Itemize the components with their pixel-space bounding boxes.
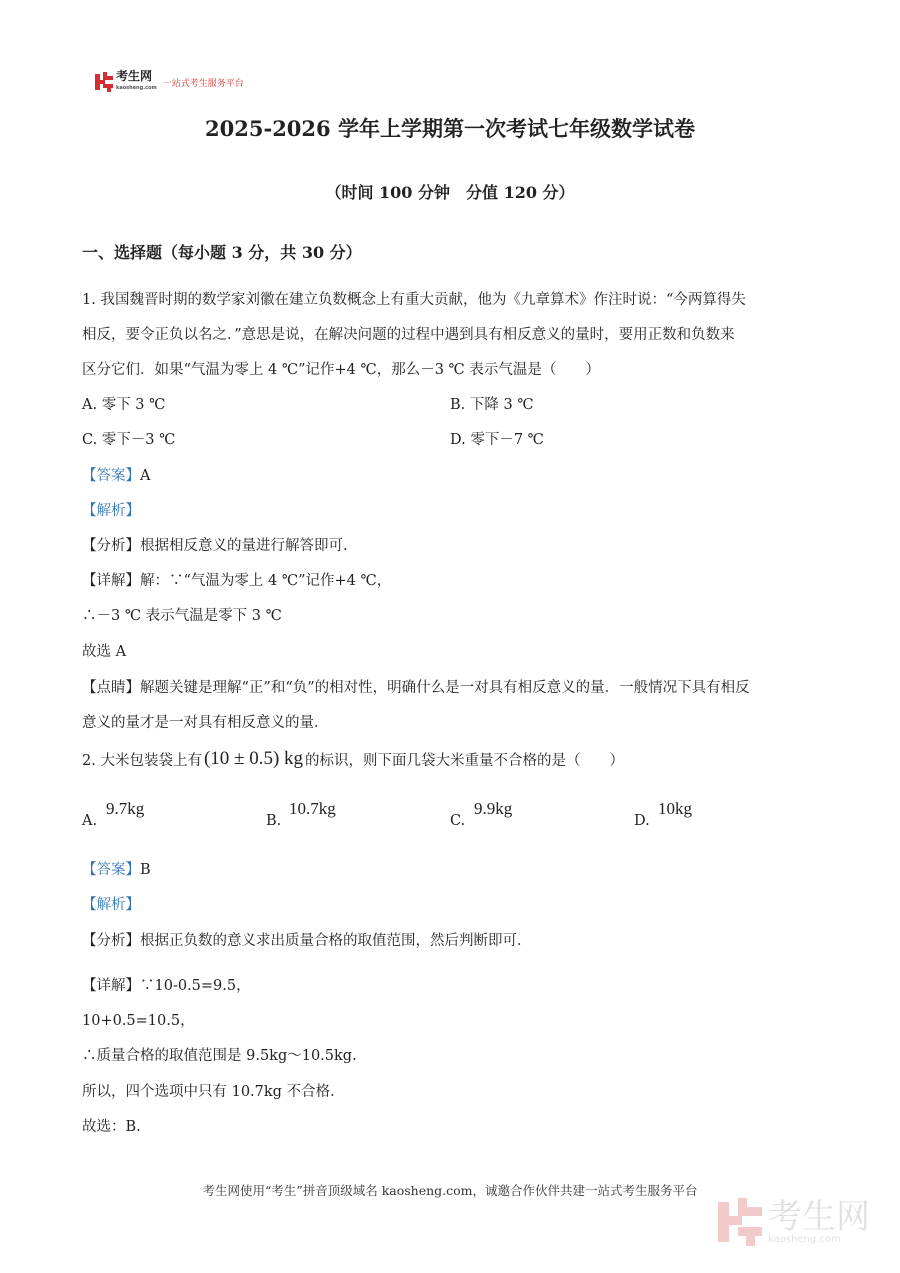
section-heading: 一、选择题（每小题 3 分，共 30 分）	[82, 243, 362, 262]
q2-option-b-label: B.	[266, 813, 282, 829]
q2-xiangjie: 【详解】∵10-0.5=9.5，	[82, 978, 251, 994]
watermark-text	[768, 1199, 870, 1245]
watermark-logo	[718, 1198, 870, 1246]
exam-subtitle: （时间 100 分钟 分值 120 分）	[325, 183, 575, 202]
answer-tag: 【答案】	[82, 862, 140, 878]
q1-line-3: 区分它们．如果“气温为零上 4 ℃”记作+4 ℃，那么－3 ℃ 表示气温是（ ）	[82, 362, 600, 378]
q2-option-a-value: 9.7kg	[106, 799, 145, 818]
q1-option-d: D. 零下－7 ℃	[450, 432, 544, 448]
q1-line-1: 1. 我国魏晋时期的数学家刘徽在建立负数概念上有重大贡献，他为《九章算术》作注时说：“今两算得失	[82, 292, 746, 308]
watermark-icon	[718, 1198, 762, 1246]
answer-tag: 【答案】	[82, 468, 140, 484]
q1-dianjing-1: 【点睛】解题关键是理解“正”和“负”的相对性，明确什么是一对具有相反意义的量．一般情况下具有相反	[82, 680, 750, 696]
q1-option-c: C. 零下－3 ℃	[82, 432, 176, 448]
q1-option-b: B. 下降 3 ℃	[450, 397, 534, 413]
watermark-domain: kaosheng.com	[768, 1234, 841, 1245]
q1-fenxi: 【分析】根据相反意义的量进行解答即可.	[82, 538, 348, 554]
q1-choose: 故选 A	[82, 644, 127, 660]
q1-option-a: A. 零下 3 ℃	[82, 397, 166, 413]
site-logo	[95, 70, 244, 94]
q2-option-c-value: 9.9kg	[474, 799, 513, 818]
answer-value: B	[140, 862, 151, 878]
q2-line-3: ∴质量合格的取值范围是 9.5kg～10.5kg.	[82, 1048, 357, 1064]
exam-title: 2025-2026 学年上学期第一次考试七年级数学试卷	[205, 116, 695, 141]
q2-choose: 故选：B.	[82, 1119, 141, 1135]
q2-option-d-value: 10kg	[658, 799, 692, 818]
q1-line-2: 相反，要令正负以名之．”意思是说，在解决问题的过程中遇到具有相反意义的量时，要用正数和负数来	[82, 327, 735, 343]
q1-answer	[82, 464, 150, 485]
q2-fenxi: 【分析】根据正负数的意义求出质量合格的取值范围，然后判断即可．	[82, 933, 532, 949]
watermark-name: 考生网	[768, 1197, 870, 1237]
q2-option-d-label: D.	[634, 813, 650, 829]
q1-therefore: ∴－3 ℃ 表示气温是零下 3 ℃	[82, 608, 282, 624]
q2-answer	[82, 858, 151, 879]
q1-analysis-tag: 【解析】	[82, 503, 140, 519]
q2-stem-pre: 2. 大米包装袋上有	[82, 752, 202, 769]
q2-option-a-label: A.	[82, 813, 98, 829]
q1-dianjing-2: 意义的量才是一对具有相反意义的量．	[82, 715, 329, 731]
q1-xiangjie: 【详解】解：∵“气温为零上 4 ℃”记作+4 ℃，	[82, 573, 392, 589]
q2-line-4: 所以，四个选项中只有 10.7kg 不合格．	[82, 1084, 345, 1100]
q2-option-c-label: C.	[450, 813, 466, 829]
logo-name: 考生网	[116, 69, 153, 83]
logo-domain: kaosheng.com	[116, 85, 157, 91]
q2-option-b-value: 10.7kg	[289, 799, 336, 818]
q2-stem	[82, 748, 624, 770]
logo-icon	[95, 72, 113, 92]
answer-value: A	[140, 468, 151, 484]
logo-slogan: 一站式考生服务平台	[162, 78, 244, 89]
q2-math: (10 ± 0.5) kg	[203, 748, 304, 769]
q2-stem-post: 的标识，则下面几袋大米重量不合格的是（ ）	[305, 752, 625, 769]
q2-analysis-tag: 【解析】	[82, 897, 140, 913]
q2-line-2: 10+0.5=10.5，	[82, 1013, 195, 1029]
logo-text	[116, 70, 157, 94]
page-footer: 考生网使用“考生”拼音顶级域名 kaosheng.com，诚邀合作伙伴共建一站式考生服务平台	[202, 1183, 698, 1198]
